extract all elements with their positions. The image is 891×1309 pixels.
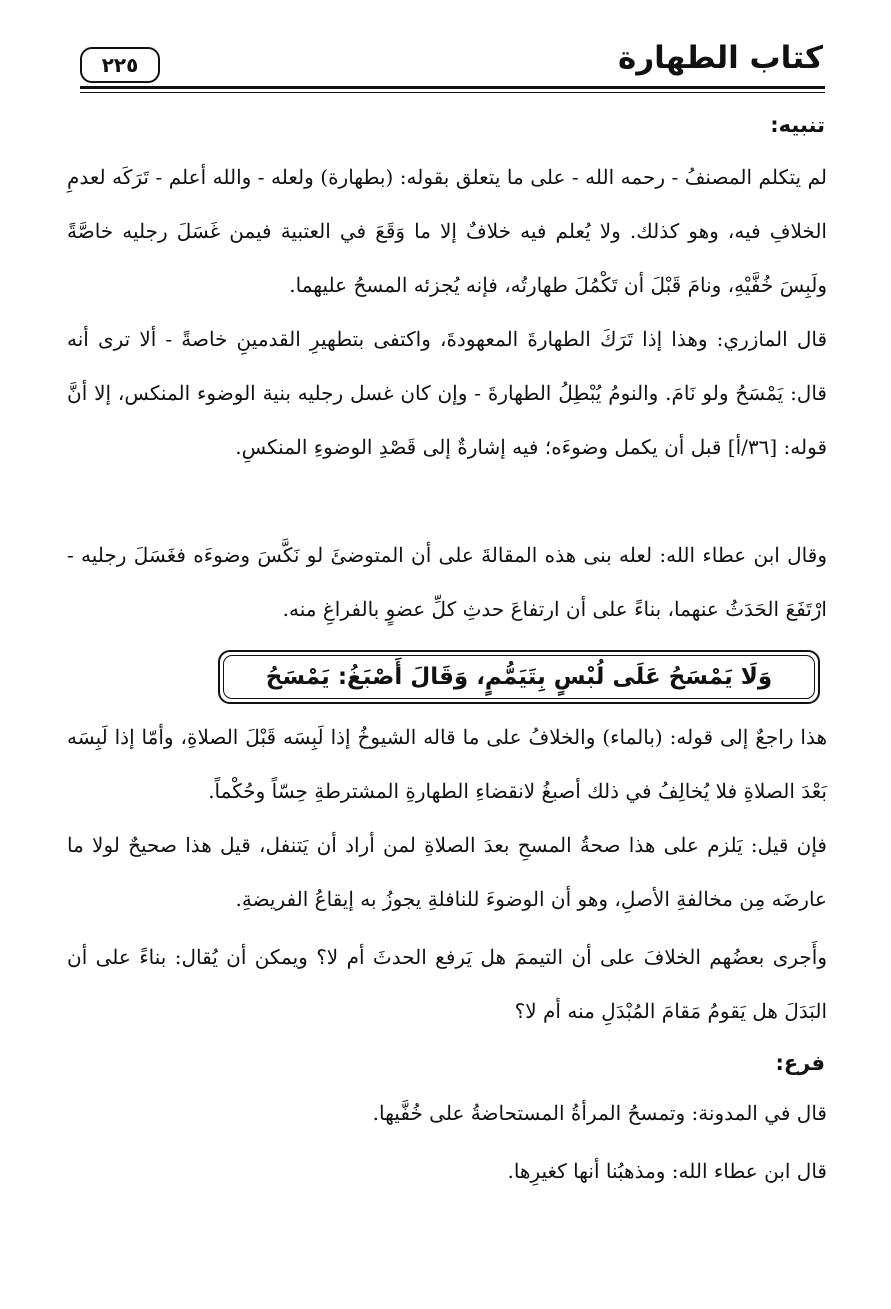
- running-header-title: كتاب الطهارة: [618, 40, 823, 76]
- page-number: ٢٢٥: [80, 47, 160, 83]
- chapter-matn-text: وَلَا يَمْسَحُ عَلَى لُبْسٍ بِتَيَمُّمٍ، وَقَالَ أَصْبَغُ: يَمْسَحُ: [265, 664, 773, 690]
- header-rule: [80, 86, 825, 89]
- paragraph: لم يتكلم المصنفُ - رحمه الله - على ما يتعلق بقوله: (بطهارة) ولعله - والله أعلم - تَرَكَه لعدمِ الخلافِ فيه، وهو كذلك. ولا يُعلم فيه خلافٌ إلا ما وَقَعَ في العتبية فيمن غَسَلَ رجليه خاصَّةً ولَبِسَ خُفَّيْهِ، ونامَ قَبْلَ أن تَكْمُلَ طهارتُه، فإنه يُجزئه المسحُ عليهما.: [67, 165, 827, 297]
- paragraph: قال المازري: وهذا إذا تَرَكَ الطهارةَ المعهودةَ، واكتفى بتطهيرِ القدمينِ خاصةً - ألا ترى أنه قال: يَمْسَحُ ولو نَامَ. والنومُ يُبْطِلُ الطهارةَ - وإن كان غسل رجليه بنية الوضوء المنكس، إلا أنَّ قوله: [٣٦/أ] قبل أن يكمل وضوءَه؛ فيه إشارةٌ إلى قَصْدِ الوضوءِ المنكسِ.: [67, 327, 828, 459]
- paragraph: وأَجرى بعضُهم الخلافَ على أن التيممَ هل يَرفع الحدثَ أم لا؟ ويمكن أن يُقال: بناءً على أن البَدَلَ هل يَقومُ مَقامَ المُبْدَلِ منه أم لا؟: [67, 945, 827, 1023]
- paragraph: هذا راجعٌ إلى قوله: (بالماء) والخلافُ على ما قاله الشيوخُ إذا لَبِسَه قَبْلَ الصلاةِ، وأمّا إذا لَبِسَه بَعْدَ الصلاةِ فلا يُخالِفُ في ذلك أصبغُ لانقضاءِ الطهارةِ المشترطةِ حِسّاً وحُكْماً.: [67, 725, 827, 803]
- header-rule-thin: [80, 92, 825, 93]
- paragraph: وقال ابن عطاء الله: لعله بنى هذه المقالةَ على أن المتوضئَ لو نَكَّسَ وضوءَه فغَسَلَ رجليه - ارْتَفَعَ الحَدَثُ عنهما، بناءً على أن ارتفاعَ حدثِ كلِّ عضوٍ بالفراغِ منه.: [67, 543, 827, 621]
- section-heading-tanbih: تنبيه:: [770, 113, 825, 137]
- chapter-text-box: [218, 650, 820, 704]
- paragraph: قال في المدونة: وتمسحُ المرأةُ المستحاضةُ على خُفَّيها.: [372, 1101, 827, 1125]
- section-heading-far: فرع:: [775, 1051, 825, 1075]
- paragraph: فإن قيل: يَلزم على هذا صحةُ المسحِ بعدَ الصلاةِ لمن أراد أن يَتنفل، قيل هذا صحيحٌ لولا ما عارضَه مِن مخالفةِ الأصلِ، وهو أن الوضوءَ للنافلةِ يجوزُ به إيقاعُ الفريضةِ.: [67, 833, 827, 911]
- paragraph: قال ابن عطاء الله: ومذهبُنا أنها كغيرِها.: [507, 1159, 827, 1183]
